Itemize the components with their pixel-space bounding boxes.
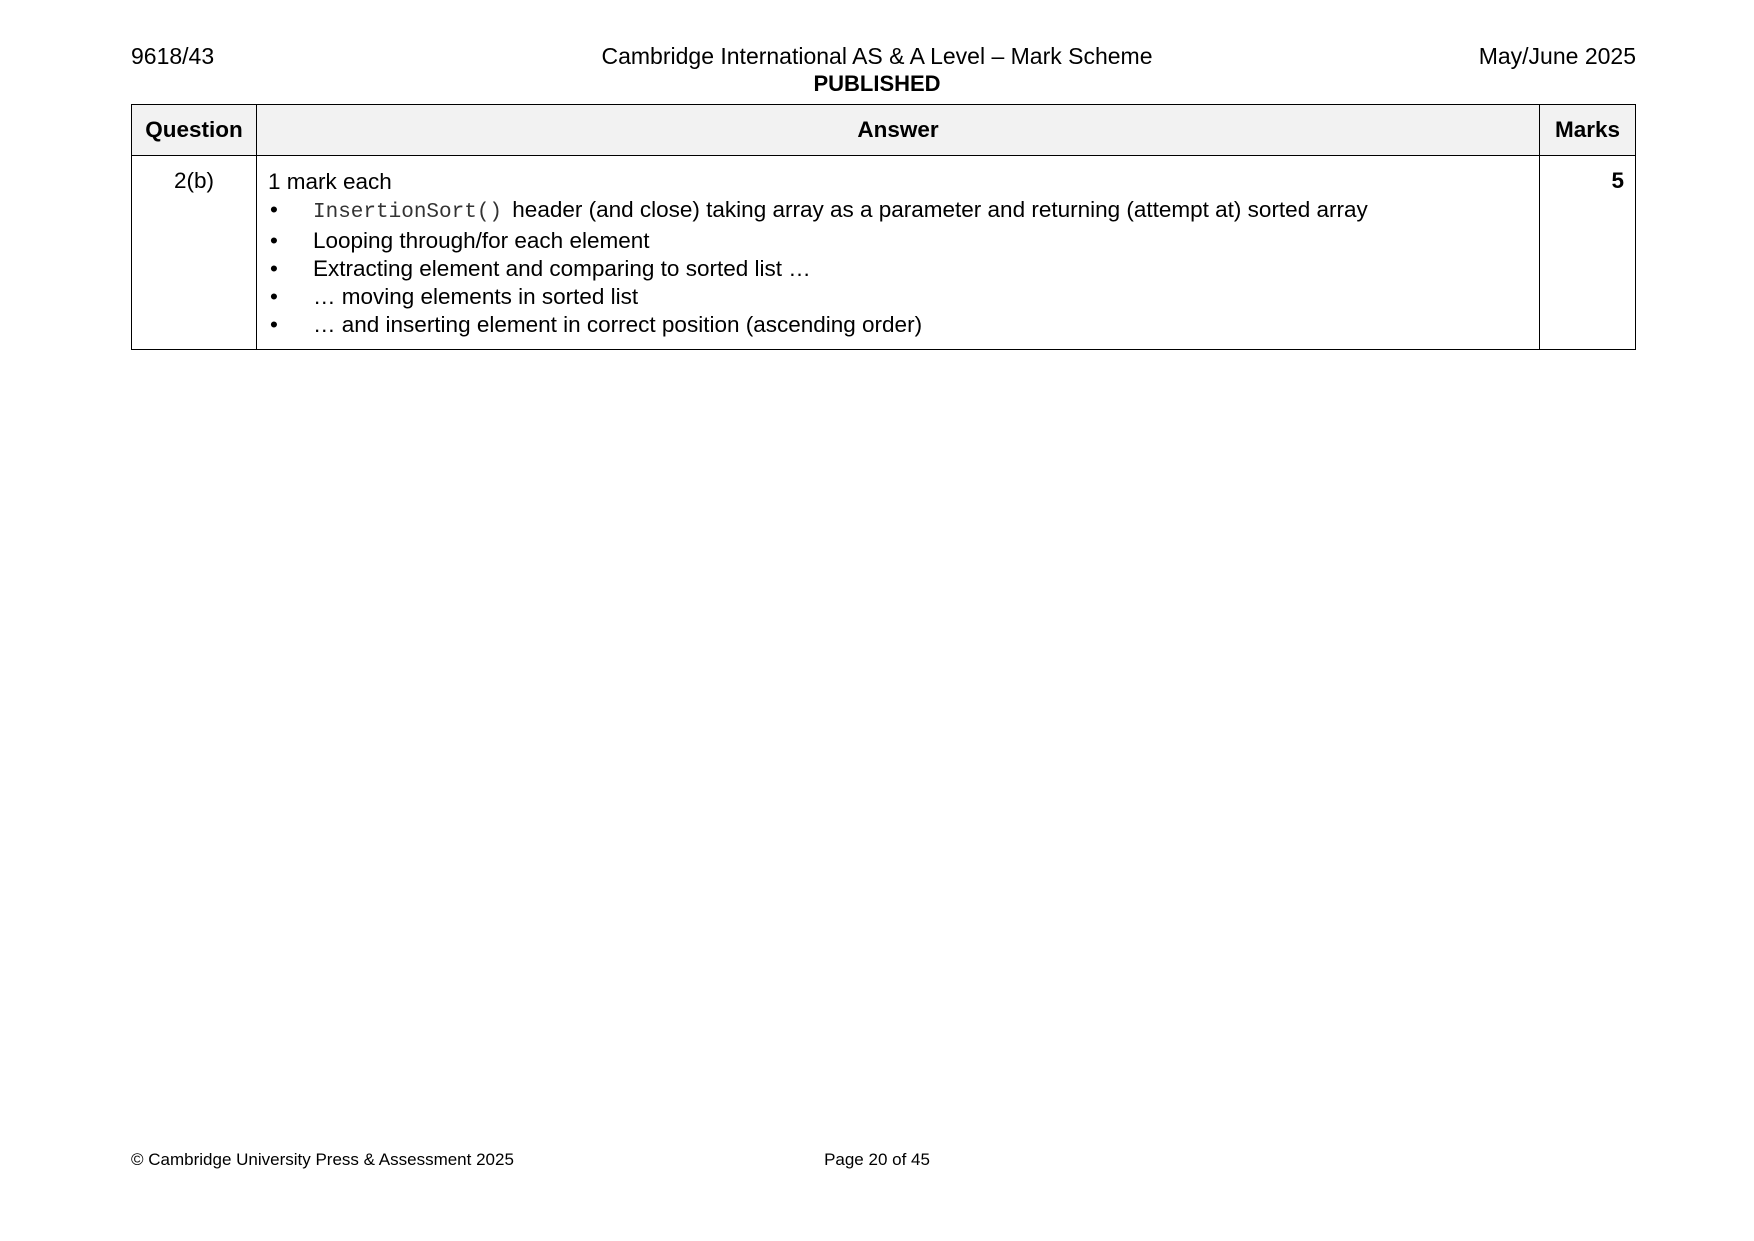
list-item (268, 311, 1529, 339)
paper-code: 9618/43 (131, 43, 215, 69)
column-header-answer: Answer (257, 105, 1540, 156)
column-header-marks: Marks (1540, 105, 1636, 156)
bullet-icon: • (270, 312, 278, 337)
bullet-text: Extracting element and comparing to sorted list … (313, 256, 811, 281)
bullet-text: … and inserting element in correct position (ascending order) (313, 312, 923, 337)
table-row (132, 156, 1636, 350)
bullet-text: header (and close) taking array as a parameter and returning (attempt at) sorted array (512, 197, 1368, 222)
exam-session: May/June 2025 (1478, 43, 1636, 69)
list-item (268, 227, 1529, 255)
mark-scheme-table (131, 104, 1636, 350)
column-header-question: Question (132, 105, 257, 156)
bullet-icon: • (270, 256, 278, 281)
answer-intro: 1 mark each (268, 169, 392, 194)
bullet-icon: • (270, 197, 278, 222)
answer-cell (257, 156, 1540, 350)
published-label: PUBLISHED (813, 71, 941, 96)
bullet-text: Looping through/for each element (313, 228, 650, 253)
bullet-text: … moving elements in sorted list (313, 284, 639, 309)
list-item (268, 196, 1529, 227)
list-item (268, 283, 1529, 311)
answer-bullet-list (268, 196, 1529, 339)
bullet-icon: • (270, 284, 278, 309)
list-item (268, 255, 1529, 283)
page-number: Page 20 of 45 (824, 1150, 930, 1169)
table-header-row (132, 105, 1636, 156)
copyright-notice: © Cambridge University Press & Assessment 2025 (131, 1150, 514, 1169)
bullet-icon: • (270, 228, 278, 253)
code-identifier: InsertionSort() (313, 201, 503, 224)
document-title: Cambridge International AS & A Level – Mark Scheme (601, 43, 1153, 69)
marks-value: 5 (1540, 156, 1636, 350)
question-number: 2(b) (132, 156, 257, 350)
